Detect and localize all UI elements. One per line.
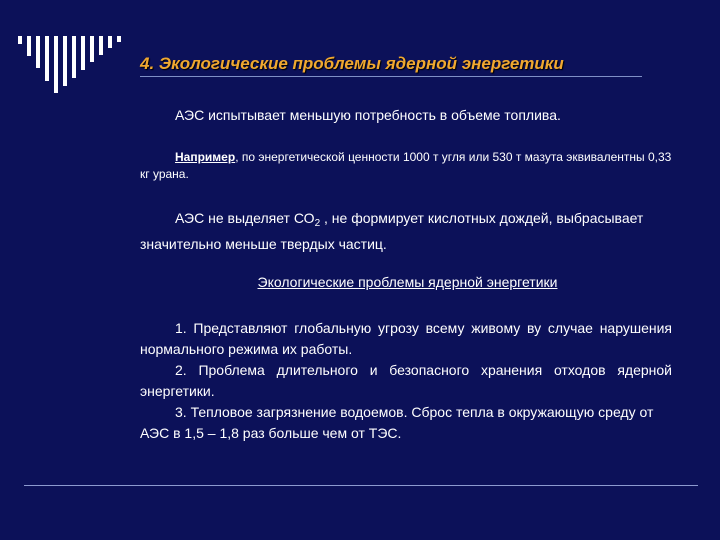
decorative-bar <box>63 36 67 86</box>
decorative-bar <box>54 36 58 93</box>
example-paragraph <box>140 149 675 183</box>
decorative-bar <box>117 36 121 42</box>
slide-title: 4. Экологические проблемы ядерной энергетики <box>140 54 564 73</box>
co2-text-end: , не формирует кислотных дождей, выбрасывает значительно меньше твердых частиц. <box>140 210 644 252</box>
list-item: 2. Проблема длительного и безопасного хранения отходов ядерной энергетики. <box>140 362 672 399</box>
decorative-bar <box>45 36 49 81</box>
decorative-bar <box>72 36 76 78</box>
problems-list <box>140 318 672 444</box>
decorative-bars <box>0 0 140 100</box>
decorative-bar <box>81 36 85 70</box>
decorative-bar <box>36 36 40 68</box>
title-underline <box>140 76 642 77</box>
decorative-bar <box>27 36 31 56</box>
section-subheading: Экологические проблемы ядерной энергетики <box>257 274 558 290</box>
bottom-divider <box>24 485 698 486</box>
example-text: , по энергетической ценности 1000 т угля или 530 т мазута эквивалентны 0,33 кг урана. <box>140 150 672 181</box>
fuel-paragraph: АЭС испытывает меньшую потребность в объеме топлива. <box>175 107 561 123</box>
list-item: 1. Представляют глобальную угрозу всему живому ву случае нарушения нормального режима их работы. <box>140 320 672 357</box>
decorative-bar <box>18 36 22 44</box>
decorative-bar <box>99 36 103 55</box>
decorative-bar <box>108 36 112 48</box>
example-lead: Например <box>175 150 236 164</box>
list-item: 3. Тепловое загрязнение водоемов. Сброс тепла в окружающую среду от АЭС в 1,5 – 1,8 раз больше чем от ТЭС. <box>140 404 654 441</box>
decorative-bar <box>90 36 94 62</box>
co2-text-start: АЭС не выделяет СО <box>175 210 315 226</box>
co2-subscript: 2 <box>314 218 321 229</box>
co2-paragraph <box>140 208 675 255</box>
